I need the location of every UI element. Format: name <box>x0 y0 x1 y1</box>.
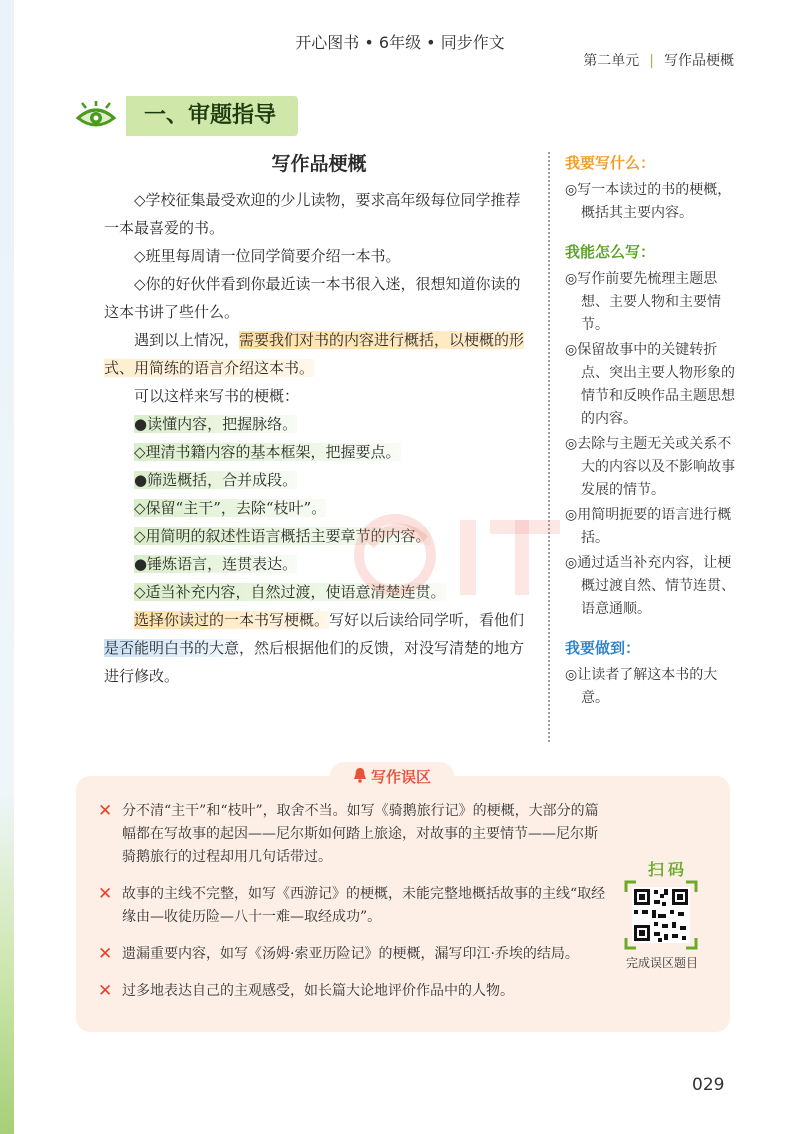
step-3-detail-text: ◇适当补充内容，自然过渡，使语意清楚连贯。 <box>134 583 446 601</box>
qr-code[interactable] <box>624 880 698 950</box>
book-header: 开心图书 • 6年级 • 同步作文 <box>295 33 505 52</box>
side-column <box>565 152 740 726</box>
what-block <box>565 152 740 225</box>
step-1-text: ●读懂内容，把握脉络。 <box>134 415 298 433</box>
step-2-detail-a-text: ◇保留“主干”，去除“枝叶”。 <box>134 499 327 517</box>
unit-topic: 写作品梗概 <box>664 53 734 69</box>
mistakes-title: 写作误区 <box>370 768 431 786</box>
mistake-item <box>98 800 608 869</box>
mistakes-tab <box>330 762 454 792</box>
section-title: 一、审题指导 <box>126 96 298 136</box>
assignment-highlight-blue: 是否能明白书的大意 <box>104 639 240 657</box>
unit-number: 第二单元 <box>583 53 640 69</box>
step-1-detail-text: ◇理清书籍内容的基本框架，把握要点。 <box>134 443 401 461</box>
task-highlight: 需要我们对书的内容进行概括，以梗概的形式、用简练的语言介绍这本书。 <box>104 331 525 377</box>
qr-title: 扫码 <box>647 860 688 879</box>
cross-icon: ✕ <box>98 944 113 964</box>
task-lead: 遇到以上情况， <box>134 331 240 349</box>
how-item: ◎写作前要先梳理主题思想、主要人物和主要情节。 <box>565 271 721 333</box>
column-divider <box>548 152 550 742</box>
assignment-highlight: 选择你读过的一本书写梗概。 <box>134 611 330 629</box>
step-3-text: ●锤炼语言，连贯表达。 <box>134 555 298 573</box>
scenario-2: ◇班里每周请一位同学简要介绍一本书。 <box>134 247 401 265</box>
what-heading: 我要写什么： <box>565 154 656 172</box>
qr-caption: 完成误区题目 <box>625 956 698 970</box>
assignment-paragraph <box>104 606 534 690</box>
assignment-text-b: ，然后根据他们的反馈，对没写清楚的地方进行修改。 <box>104 639 525 685</box>
mistakes-list <box>98 800 608 1017</box>
step-1-detail <box>104 438 534 466</box>
how-item: ◎通过适当补充内容，让梗概过渡自然、情节连贯、语意通顺。 <box>565 555 735 617</box>
article-title: 写作品梗概 <box>271 153 367 175</box>
mistake-item <box>98 883 608 929</box>
scenario-1: ◇学校征集最受欢迎的少儿读物，要求高年级每位同学推荐一本最喜爱的书。 <box>104 191 521 237</box>
task-paragraph <box>104 326 534 382</box>
section-banner <box>74 92 298 140</box>
page-number: 029 <box>692 1075 725 1095</box>
main-column <box>104 150 534 690</box>
assignment-text-a: 写好以后读给同学听，看他们 <box>329 611 525 629</box>
how-heading: 我能怎么写： <box>565 243 656 261</box>
how-item: ◎保留故事中的关键转折点、突出主要人物形象的情节和反映作品主题思想的内容。 <box>565 342 735 427</box>
goal-heading: 我要做到： <box>565 639 641 657</box>
mistake-text: 过多地表达自己的主观感受，如长篇大论地评价作品中的人物。 <box>122 983 514 999</box>
cross-icon: ✕ <box>98 981 113 1001</box>
method-intro: 可以这样来写书的梗概： <box>134 387 300 405</box>
goal-item: ◎让读者了解这本书的大意。 <box>565 667 718 706</box>
unit-label <box>583 50 734 70</box>
unit-separator: | <box>649 53 654 69</box>
cross-icon: ✕ <box>98 801 113 821</box>
step-2-text: ●筛选概括，合并成段。 <box>134 471 298 489</box>
left-decor-strip <box>0 0 14 1134</box>
mistake-text: 分不清“主干”和“枝叶”，取舍不当。如写《骑鹅旅行记》的梗概，大部分的篇幅都在写故事的起因——尼尔斯如何踏上旅途，对故事的主要情节——尼尔斯骑鹅旅行的过程却用几句话带过。 <box>122 803 599 865</box>
scenario-3: ◇你的好伙伴看到你最近读一本书很入迷，很想知道你读的这本书讲了些什么。 <box>104 275 521 321</box>
how-item: ◎去除与主题无关或关系不大的内容以及不影响故事发展的情节。 <box>565 436 735 498</box>
mistake-item <box>98 943 608 966</box>
watermark <box>300 505 600 605</box>
step-2-detail-b-text: ◇用简明的叙述性语言概括主要章节的内容。 <box>134 527 431 545</box>
mistake-text: 故事的主线不完整，如写《西游记》的梗概，未能完整地概括故事的主线“取经缘由—收徒历险—八十一难—取经成功”。 <box>122 886 606 925</box>
bell-icon <box>353 763 367 793</box>
eye-icon <box>74 100 118 132</box>
mistake-item <box>98 980 608 1003</box>
cross-icon: ✕ <box>98 884 113 904</box>
mistake-text: 遗漏重要内容，如写《汤姆·索亚历险记》的梗概，漏写印江·乔埃的结局。 <box>122 946 579 962</box>
step-1 <box>104 410 534 438</box>
step-2 <box>104 466 534 494</box>
goal-block <box>565 637 740 710</box>
what-item: ◎写一本读过的书的梗概，概括其主要内容。 <box>565 182 732 221</box>
how-item: ◎用简明扼要的语言进行概括。 <box>565 507 732 546</box>
